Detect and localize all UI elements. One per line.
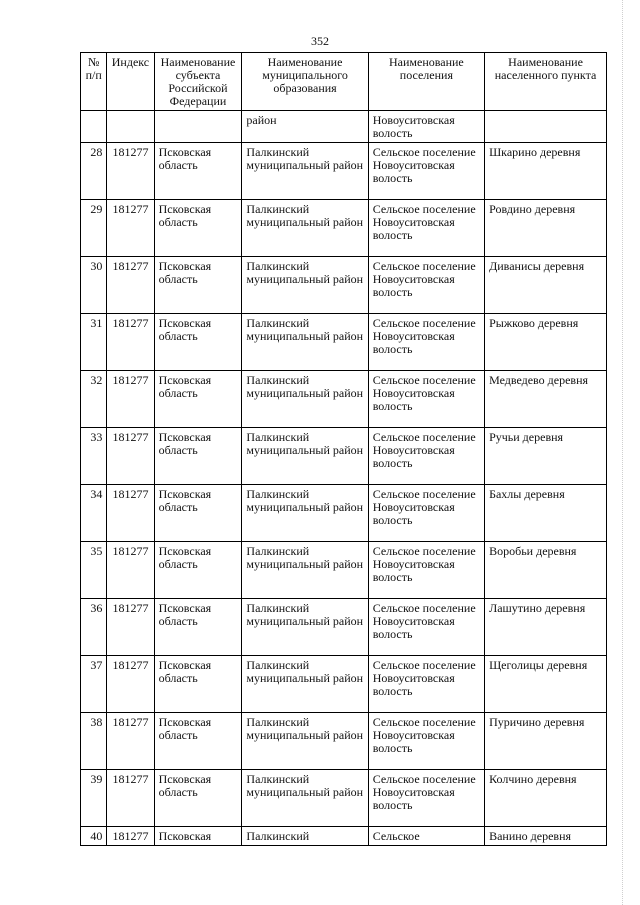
cell-settlement: Сельское поселение Новоуситовская волость [368, 485, 484, 542]
cell-subject: Псковская область [154, 770, 242, 827]
cell-settlement: Сельское поселение Новоуситовская волость [368, 542, 484, 599]
header-settlement: Наименование поселения [368, 53, 484, 111]
cell-index: 181277 [107, 257, 154, 314]
cell-settlement: Новоуситовская волость [368, 111, 484, 143]
cell-locality: Рыжково деревня [485, 314, 607, 371]
cell-municipality: Палкинский муниципальный район [242, 656, 368, 713]
cell-municipality: Палкинский муниципальный район [242, 599, 368, 656]
cell-subject: Псковская область [154, 485, 242, 542]
cell-index: 181277 [107, 314, 154, 371]
cell-index: 181277 [107, 656, 154, 713]
cell-municipality: Палкинский муниципальный район [242, 542, 368, 599]
cell-subject: Псковская область [154, 656, 242, 713]
table-row [81, 485, 607, 542]
cell-locality: Ручьи деревня [485, 428, 607, 485]
cell-index: 181277 [107, 200, 154, 257]
header-number: № п/п [81, 53, 107, 111]
cell-number: 28 [81, 143, 107, 200]
header-subject: Наименование субъекта Российской Федерации [154, 53, 242, 111]
cell-index: 181277 [107, 371, 154, 428]
cell-locality: Пуричино деревня [485, 713, 607, 770]
table-row [81, 143, 607, 200]
cell-subject: Псковская область [154, 713, 242, 770]
cell-number: 34 [81, 485, 107, 542]
cell-settlement: Сельское поселение Новоуситовская волость [368, 314, 484, 371]
cell-subject [154, 111, 242, 143]
settlements-table [80, 52, 607, 846]
cell-number: 38 [81, 713, 107, 770]
cell-locality: Воробьи деревня [485, 542, 607, 599]
cell-subject: Псковская область [154, 257, 242, 314]
cell-locality: Медведево деревня [485, 371, 607, 428]
cell-number: 39 [81, 770, 107, 827]
cell-settlement: Сельское [368, 827, 484, 846]
cell-settlement: Сельское поселение Новоуситовская волость [368, 770, 484, 827]
cell-index: 181277 [107, 485, 154, 542]
cell-index: 181277 [107, 542, 154, 599]
cell-number: 30 [81, 257, 107, 314]
cell-index: 181277 [107, 713, 154, 770]
cell-settlement: Сельское поселение Новоуситовская волость [368, 257, 484, 314]
cell-number: 33 [81, 428, 107, 485]
cell-index: 181277 [107, 827, 154, 846]
cell-settlement: Сельское поселение Новоуситовская волость [368, 599, 484, 656]
continuation-row [81, 111, 607, 143]
header-municipality: Наименование муниципального образования [242, 53, 368, 111]
table-row [81, 770, 607, 827]
cell-settlement: Сельское поселение Новоуситовская волость [368, 713, 484, 770]
cell-municipality: Палкинский муниципальный район [242, 200, 368, 257]
cell-subject: Псковская область [154, 371, 242, 428]
cell-municipality: Палкинский муниципальный район [242, 428, 368, 485]
cell-municipality: Палкинский [242, 827, 368, 846]
cell-number: 29 [81, 200, 107, 257]
cell-index [107, 111, 154, 143]
cell-settlement: Сельское поселение Новоуситовская волость [368, 371, 484, 428]
cell-settlement: Сельское поселение Новоуситовская волость [368, 143, 484, 200]
cell-subject: Псковская область [154, 599, 242, 656]
cell-locality: Шкарино деревня [485, 143, 607, 200]
table-row [81, 827, 607, 846]
table-row [81, 314, 607, 371]
cell-index: 181277 [107, 143, 154, 200]
cell-number: 31 [81, 314, 107, 371]
table-header-row [81, 53, 607, 111]
cell-subject: Псковская область [154, 200, 242, 257]
cell-locality: Диванисы деревня [485, 257, 607, 314]
cell-municipality: район [242, 111, 368, 143]
cell-municipality: Палкинский муниципальный район [242, 713, 368, 770]
cell-locality [485, 111, 607, 143]
cell-locality: Колчино деревня [485, 770, 607, 827]
table-row [81, 428, 607, 485]
header-locality: Наименование населенного пункта [485, 53, 607, 111]
cell-settlement: Сельское поселение Новоуситовская волость [368, 428, 484, 485]
cell-index: 181277 [107, 599, 154, 656]
cell-municipality: Палкинский муниципальный район [242, 371, 368, 428]
cell-number: 32 [81, 371, 107, 428]
cell-municipality: Палкинский муниципальный район [242, 314, 368, 371]
cell-locality: Ровдино деревня [485, 200, 607, 257]
cell-number [81, 111, 107, 143]
cell-index: 181277 [107, 428, 154, 485]
cell-subject: Псковская область [154, 428, 242, 485]
cell-subject: Псковская область [154, 143, 242, 200]
cell-settlement: Сельское поселение Новоуситовская волость [368, 200, 484, 257]
cell-number: 36 [81, 599, 107, 656]
cell-municipality: Палкинский муниципальный район [242, 770, 368, 827]
cell-number: 35 [81, 542, 107, 599]
table-row [81, 542, 607, 599]
cell-subject: Псковская [154, 827, 242, 846]
scan-edge-line [622, 0, 624, 905]
table-row [81, 371, 607, 428]
table-row [81, 200, 607, 257]
cell-index: 181277 [107, 770, 154, 827]
header-index: Индекс [107, 53, 154, 111]
cell-number: 40 [81, 827, 107, 846]
cell-locality: Бахлы деревня [485, 485, 607, 542]
cell-locality: Щеголицы деревня [485, 656, 607, 713]
cell-subject: Псковская область [154, 314, 242, 371]
cell-locality: Лашутино деревня [485, 599, 607, 656]
cell-subject: Псковская область [154, 542, 242, 599]
table-row [81, 599, 607, 656]
cell-locality: Ванино деревня [485, 827, 607, 846]
table-row [81, 656, 607, 713]
table-row [81, 257, 607, 314]
cell-municipality: Палкинский муниципальный район [242, 485, 368, 542]
cell-settlement: Сельское поселение Новоуситовская волость [368, 656, 484, 713]
cell-number: 37 [81, 656, 107, 713]
cell-municipality: Палкинский муниципальный район [242, 257, 368, 314]
cell-municipality: Палкинский муниципальный район [242, 143, 368, 200]
page-number: 352 [311, 34, 329, 48]
table-row [81, 713, 607, 770]
